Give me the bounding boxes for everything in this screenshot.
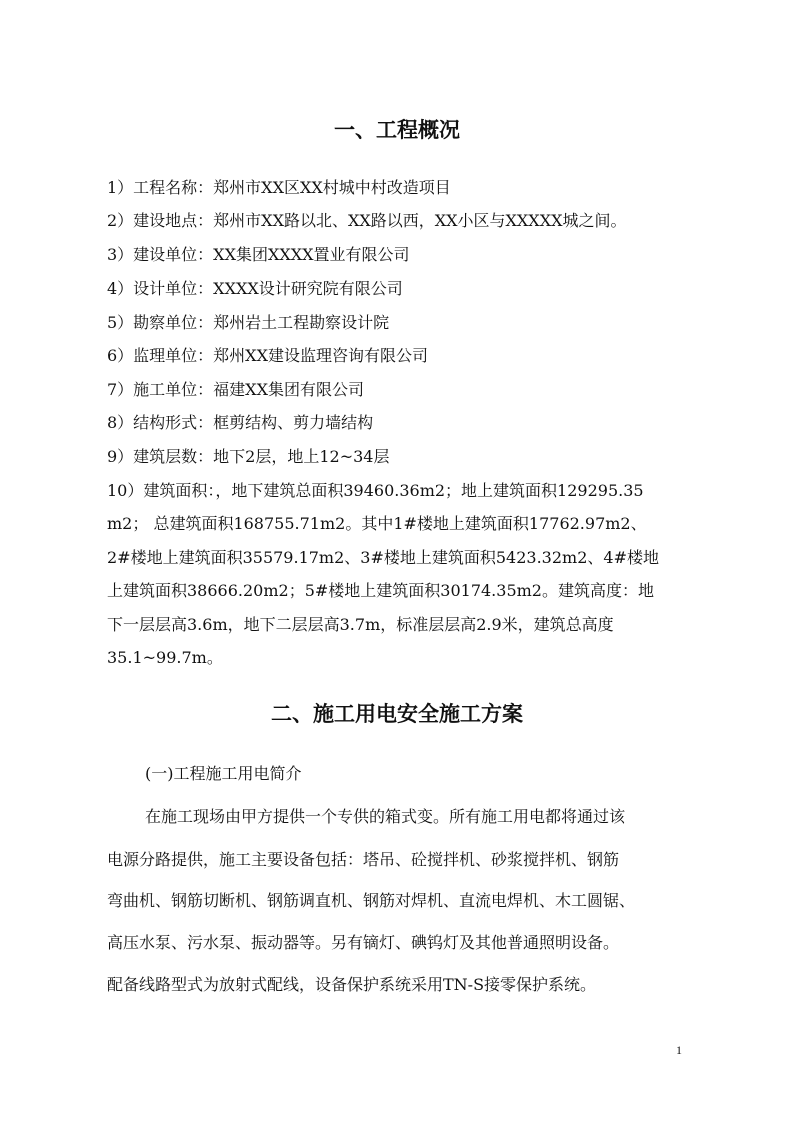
list-item: 7）施工单位：福建XX集团有限公司 bbox=[107, 380, 364, 399]
list-item: 2）建设地点：郑州市XX路以北、XX路以西，XX小区与XXXXX城之间。 bbox=[107, 211, 627, 230]
list-item: 5）勘察单位：郑州岩土工程勘察设计院 bbox=[107, 313, 390, 332]
list-item: 8）结构形式：框剪结构、剪力墙结构 bbox=[107, 413, 374, 432]
section-title-power-safety: 二、施工用电安全施工方案 bbox=[271, 702, 523, 726]
paragraph-line: 配备线路型式为放射式配线，设备保护系统采用TN-S接零保护系统。 bbox=[107, 975, 597, 994]
paragraph-line: 在施工现场由甲方提供一个专供的箱式变。所有施工用电都将通过该 bbox=[145, 807, 626, 826]
list-item: 3）建设单位：XX集团XXXX置业有限公司 bbox=[107, 245, 410, 264]
area-text-line: 下一层层高3.6m，地下二层层高3.7m，标准层层高2.9米，建筑总高度 bbox=[107, 615, 614, 634]
paragraph-line: 弯曲机、钢筋切断机、钢筋调直机、钢筋对焊机、直流电焊机、木工圆锯、 bbox=[107, 891, 636, 910]
list-item: 4）设计单位：XXXX设计研究院有限公司 bbox=[107, 279, 403, 298]
section-title-overview: 一、工程概况 bbox=[334, 118, 460, 142]
paragraph-line: 高压水泵、污水泵、振动器等。另有镝灯、碘钨灯及其他普通照明设备。 bbox=[107, 933, 620, 952]
area-text-line: m2； 总建筑面积168755.71m2。其中1#楼地上建筑面积17762.97m2、 bbox=[107, 514, 647, 533]
paragraph-line: 电源分路提供，施工主要设备包括：塔吊、砼搅拌机、砂浆搅拌机、钢筋 bbox=[107, 850, 620, 869]
area-text-line: 35.1~99.7m。 bbox=[107, 648, 223, 667]
list-item: 9）建筑层数：地下2层，地上12~34层 bbox=[107, 447, 390, 466]
area-text-line: 上建筑面积38666.20m2；5#楼地上建筑面积30174.35m2。建筑高度：地 bbox=[107, 581, 654, 600]
list-item: 1）工程名称：郑州市XX区XX村城中村改造项目 bbox=[107, 178, 451, 197]
list-item: 6）监理单位：郑州XX建设监理咨询有限公司 bbox=[107, 346, 428, 365]
area-text-line: 10）建筑面积：，地下建筑总面积39460.36m2；地上建筑面积129295.35 bbox=[107, 481, 644, 500]
subsection-title: (一)工程施工用电简介 bbox=[145, 764, 302, 783]
page-number: 1 bbox=[676, 1043, 682, 1057]
area-text-line: 2#楼地上建筑面积35579.17m2、3#楼地上建筑面积5423.32m2、4#楼地 bbox=[107, 548, 659, 567]
